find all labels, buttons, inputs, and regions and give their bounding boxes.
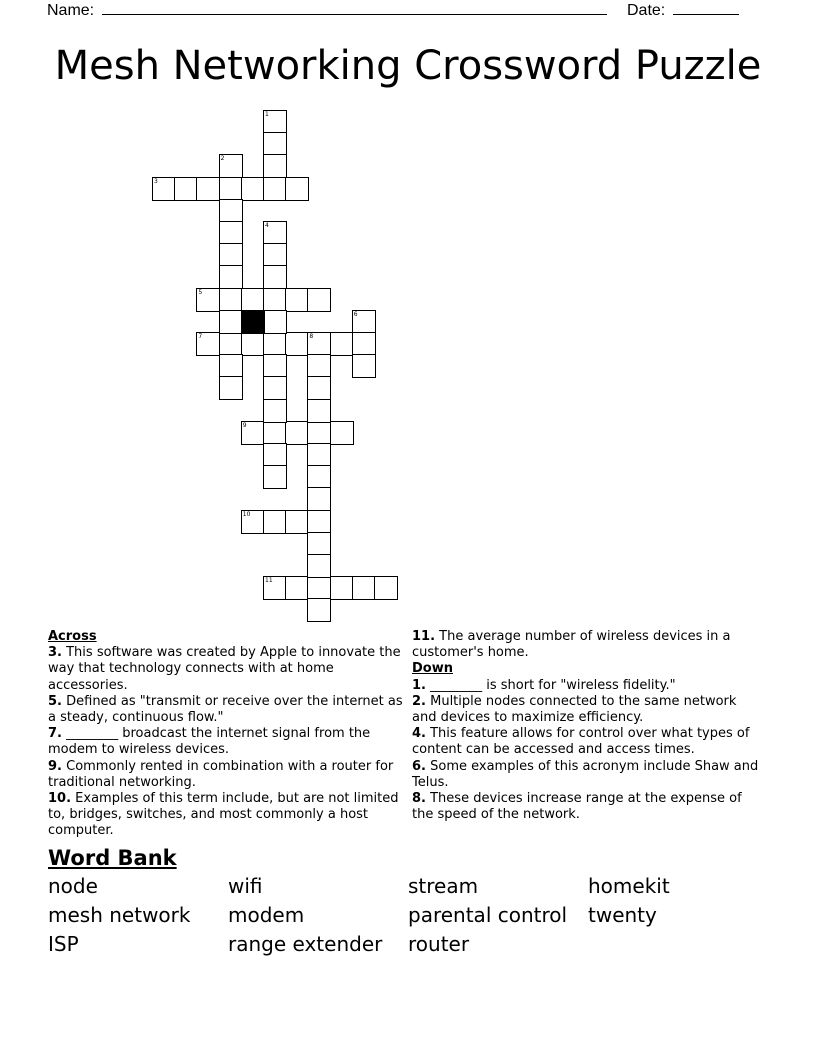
grid-cell[interactable] — [219, 265, 243, 289]
grid-cell[interactable] — [152, 177, 176, 201]
grid-cell[interactable] — [263, 576, 287, 600]
grid-cell[interactable] — [219, 177, 243, 201]
grid-cell[interactable] — [307, 510, 331, 534]
grid-clue-number: 5 — [198, 288, 203, 296]
grid-cell[interactable] — [285, 510, 309, 534]
across-heading: Across — [48, 629, 97, 644]
clue-across-11: 11. The average number of wireless devices in a customer's home. — [412, 629, 731, 661]
grid-cell[interactable] — [219, 199, 243, 223]
grid-cell[interactable] — [219, 221, 243, 245]
grid-clue-number: 7 — [198, 333, 203, 340]
grid-cell[interactable] — [307, 576, 331, 600]
grid-cell[interactable] — [330, 421, 354, 445]
clue-across-7: 7. ________ broadcast the internet signal from the modem to wireless devices. — [48, 726, 371, 758]
word-bank-item: twenty — [588, 903, 657, 927]
clue-down-2: 2. Multiple nodes connected to the same network and devices to maximize efficiency. — [412, 693, 737, 726]
word-bank-item: mesh network — [48, 903, 191, 927]
clue-down-6: 6. Some examples of this acronym include Shaw and Telus. — [412, 758, 759, 790]
grid-cell[interactable] — [285, 576, 309, 600]
grid-cell[interactable] — [219, 354, 243, 378]
word-bank-item: ISP — [48, 932, 79, 956]
word-bank-title: Word Bank — [48, 846, 177, 870]
grid-cell[interactable] — [352, 576, 376, 600]
grid-cell[interactable] — [263, 154, 287, 178]
down-heading: Down — [412, 661, 453, 677]
grid-cell[interactable] — [263, 177, 287, 201]
word-bank-item: parental control — [408, 903, 568, 927]
grid-cell[interactable] — [307, 554, 331, 578]
grid-cell[interactable] — [241, 288, 265, 312]
clue-across-5: 5. Defined as "transmit or receive over the internet as a steady, continuous flow." — [48, 693, 403, 726]
grid-cell[interactable] — [174, 177, 198, 201]
grid-cell[interactable] — [263, 376, 287, 400]
grid-cell[interactable] — [285, 177, 309, 201]
grid-cell[interactable] — [374, 576, 398, 600]
clues-column-left — [48, 629, 403, 840]
grid-cell[interactable] — [307, 598, 331, 622]
grid-cell[interactable] — [219, 332, 243, 356]
grid-cell[interactable] — [330, 576, 354, 600]
grid-cell[interactable] — [307, 399, 331, 423]
word-bank-item: modem — [228, 903, 305, 927]
word-bank-item: range extender — [228, 932, 383, 956]
grid-cell[interactable] — [307, 532, 331, 556]
grid-cell[interactable] — [263, 265, 287, 289]
grid-cell[interactable] — [330, 332, 354, 356]
grid-clue-number: 9 — [242, 421, 247, 429]
grid-cell[interactable] — [307, 354, 331, 378]
grid-cell[interactable] — [241, 510, 265, 534]
grid-cell[interactable] — [263, 443, 287, 467]
clue-down-8: 8. These devices increase range at the expense of the speed of the network. — [412, 791, 742, 823]
word-bank-item: homekit — [588, 874, 670, 898]
grid-clue-number: 3 — [154, 177, 158, 185]
grid-cell[interactable] — [285, 288, 309, 312]
grid-cell[interactable] — [219, 243, 243, 267]
grid-cell[interactable] — [219, 154, 243, 178]
grid-clue-number: 2 — [220, 155, 225, 163]
grid-cell[interactable] — [263, 243, 287, 267]
date-label: Date: — [627, 2, 666, 19]
word-bank-item: router — [408, 932, 470, 956]
grid-cell[interactable] — [241, 332, 265, 356]
grid-cell[interactable] — [219, 310, 243, 334]
grid-cell[interactable] — [307, 421, 331, 445]
grid-clue-number: 11 — [265, 577, 273, 585]
grid-cell[interactable] — [219, 288, 243, 312]
grid-cell[interactable] — [352, 332, 376, 356]
grid-cell[interactable] — [263, 465, 287, 489]
clue-across-9: 9. Commonly rented in combination with a router for traditional networking. — [48, 758, 394, 790]
grid-cell[interactable] — [285, 421, 309, 445]
word-bank-item: wifi — [228, 874, 263, 898]
grid-cell[interactable] — [263, 110, 287, 134]
grid-cell[interactable] — [241, 421, 265, 445]
grid-cell[interactable] — [307, 376, 331, 400]
grid-clue-number: 8 — [309, 333, 314, 340]
clues-column-right — [412, 629, 762, 823]
grid-clue-number: 10 — [242, 510, 251, 518]
grid-cell[interactable] — [196, 288, 220, 312]
clue-across-10: 10. Examples of this term include, but are not limited to, bridges, switches, and most commonly a host computer. — [48, 791, 399, 839]
grid-cell[interactable] — [285, 332, 309, 356]
grid-cell[interactable] — [263, 310, 287, 334]
grid-cell[interactable] — [263, 332, 287, 356]
grid-cell[interactable] — [307, 288, 331, 312]
grid-cell[interactable] — [219, 376, 243, 400]
grid-cell[interactable] — [263, 399, 287, 423]
grid-cell[interactable] — [263, 421, 287, 445]
grid-cell-blocked — [241, 310, 265, 334]
grid-cell[interactable] — [307, 487, 331, 511]
grid-cell[interactable] — [352, 354, 376, 378]
grid-cell[interactable] — [263, 221, 287, 245]
grid-cell[interactable] — [263, 354, 287, 378]
grid-cell[interactable] — [307, 443, 331, 467]
clue-down-4: 4. This feature allows for control over what types of content can be accessed and access times. — [412, 726, 750, 758]
name-label: Name: — [47, 2, 95, 19]
grid-cell[interactable] — [352, 310, 376, 334]
clue-down-1: 1. ________ is short for "wireless fidelity." — [412, 677, 676, 693]
grid-clue-number: 1 — [265, 111, 269, 118]
grid-cell[interactable] — [307, 465, 331, 489]
grid-clue-number: 4 — [265, 222, 269, 229]
grid-cell[interactable] — [307, 332, 331, 356]
clue-across-3: 3. This software was created by Apple to innovate the way that technology connects with at home accessories. — [48, 645, 401, 693]
grid-cell[interactable] — [196, 332, 220, 356]
grid-cell[interactable] — [241, 177, 265, 201]
word-bank-item: stream — [408, 874, 479, 898]
grid-cell[interactable] — [263, 510, 287, 534]
grid-cell[interactable] — [263, 288, 287, 312]
grid-cell[interactable] — [196, 177, 220, 201]
grid-clue-number: 6 — [353, 310, 358, 318]
page-title: Mesh Networking Crossword Puzzle — [54, 43, 762, 89]
grid-cell[interactable] — [263, 132, 287, 156]
word-bank-item: node — [48, 874, 98, 898]
